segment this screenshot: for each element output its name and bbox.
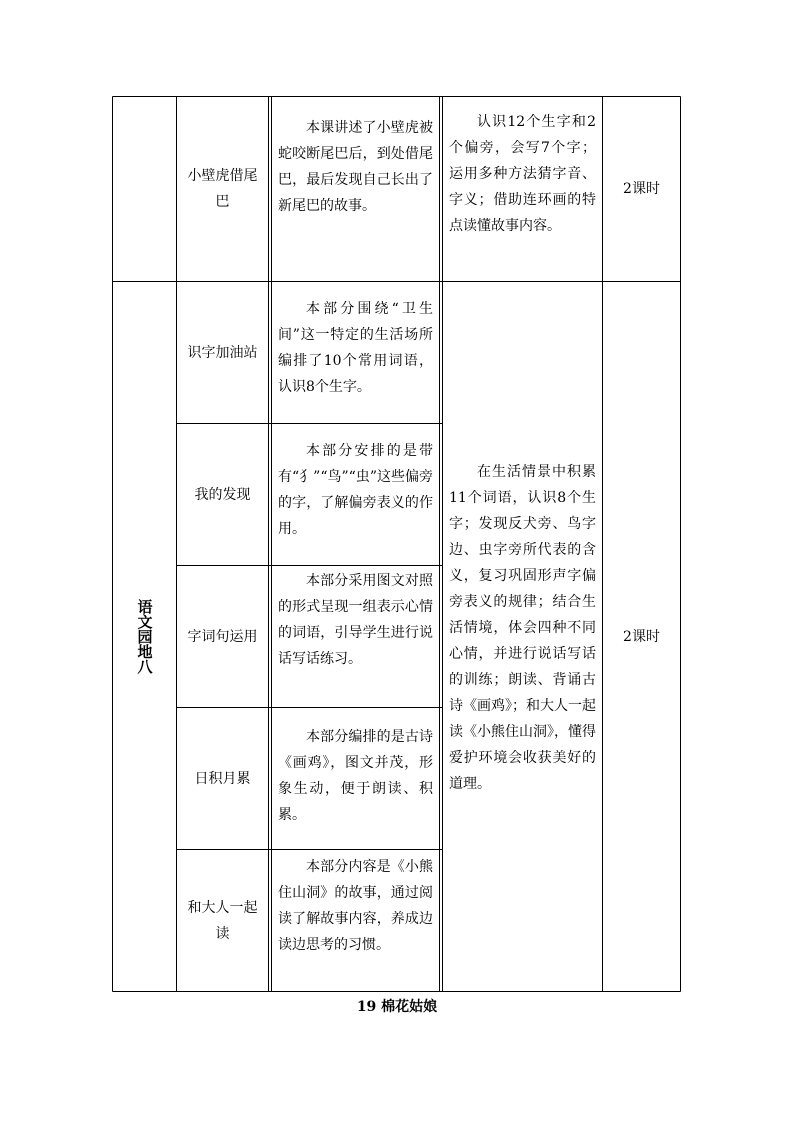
lesson-name-cell xyxy=(177,97,268,281)
unit-goals: 在生活情景中积累11个词语，认识8个生字；发现反犬旁、鸟字边、虫字旁所代表的含义，复习巩固形声字偏旁表义的规律；结合生活情境，体会四种不同心情，并进行说话写话的训练；朗读、背诵古诗《画鸡》；和大人一起读《小熊住山洞》，懂得爱护环境会收获美好的道理。 xyxy=(449,463,596,792)
lesson-goals-cell xyxy=(443,97,602,281)
lesson-hours-cell xyxy=(603,97,680,281)
section-name: 日积月累 xyxy=(194,770,251,787)
section-summary: 本部分安排的是带有“犭”“鸟”“虫”这些偏旁的字，了解偏旁表义的作用。 xyxy=(278,443,433,537)
section-name: 我的发现 xyxy=(194,486,251,503)
unit-title: 语文园地八 xyxy=(135,599,154,674)
section-name-cell xyxy=(177,566,268,707)
unit-goals-cell xyxy=(443,282,602,991)
section-summary: 本部分编排的是古诗《画鸡》，图文并茂，形象生动，便于朗读、积累。 xyxy=(278,729,433,823)
section-summary-cell xyxy=(272,282,439,423)
lesson-hours: 2课时 xyxy=(623,181,660,197)
section-summary-cell xyxy=(272,708,439,849)
section-summary-cell xyxy=(272,566,439,707)
section-name-cell xyxy=(177,708,268,849)
unit-hours-cell xyxy=(603,282,680,991)
section-name-cell xyxy=(177,850,268,991)
section-name: 字词句运用 xyxy=(187,628,258,645)
lesson-heading: 19 棉花姑娘 xyxy=(356,999,438,1015)
section-summary: 本部分围绕“卫生间”这一特定的生活场所编排了10个常用词语，认识8个生字。 xyxy=(278,301,433,395)
lesson-summary-cell xyxy=(272,97,439,281)
lesson-goals: 认识12个生字和2个偏旁，会写7个字；运用多种方法猜字音、字义；借助连环画的特点读懂故事内容。 xyxy=(449,114,596,234)
section-name: 识字加油站 xyxy=(187,344,258,361)
section-summary-cell xyxy=(272,850,439,991)
unit-title-cell xyxy=(113,282,176,991)
section-name-cell xyxy=(177,424,268,565)
section-name: 和大人一起读 xyxy=(187,899,258,942)
lesson-name: 小壁虎借尾巴 xyxy=(187,168,258,210)
lesson-summary: 本课讲述了小壁虎被蛇咬断尾巴后，到处借尾巴，最后发现自己长出了新尾巴的故事。 xyxy=(278,120,433,214)
section-summary: 本部分采用图文对照的形式呈现一组表示心情的词语，引导学生进行说话写话练习。 xyxy=(278,573,433,667)
section-name-cell xyxy=(177,282,268,423)
unit-hours: 2课时 xyxy=(623,628,660,645)
section-summary-cell xyxy=(272,424,439,565)
section-summary: 本部分内容是《小熊住山洞》的故事，通过阅读了解故事内容，养成边读边思考的习惯。 xyxy=(278,859,433,953)
